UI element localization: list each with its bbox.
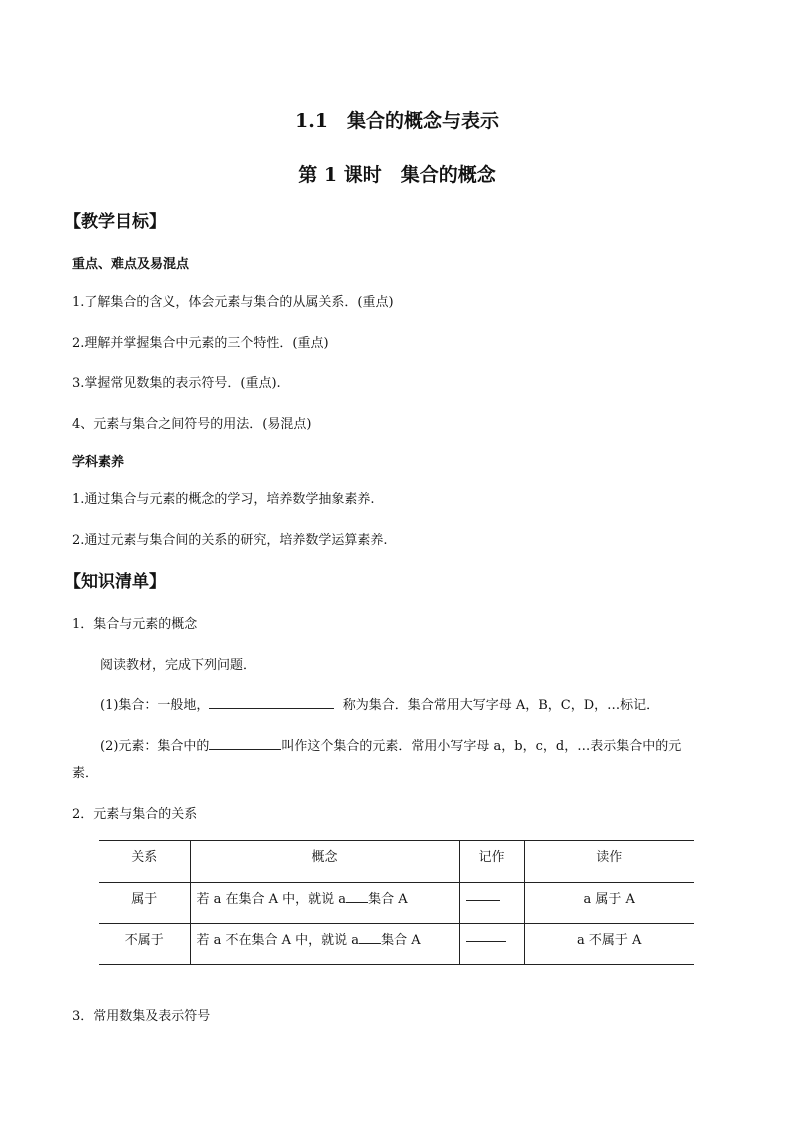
relation-section-title: 2．元素与集合的关系: [72, 807, 198, 822]
teaching-goals-header: 【教学目标】: [64, 212, 166, 232]
element-definition-suffix: 叫作这个集合的元素．常用小写字母 a，b，c，d，…表示集合中的元: [281, 739, 682, 754]
reading-instruction: 阅读教材，完成下列问题．: [100, 658, 257, 673]
concept-blank: [359, 930, 381, 944]
element-definition-wrap: 素．: [72, 766, 99, 781]
concept-blank: [346, 889, 368, 903]
knowledge-list-header: 【知识清单】: [64, 572, 166, 592]
concept-prefix: 若 a 不在集合 A 中，就说 a: [196, 933, 360, 948]
element-definition-prefix: (2)元素：集合中的: [100, 739, 210, 754]
concept-suffix: 集合 A: [368, 892, 408, 907]
concept-cell: [190, 924, 459, 965]
element-definition-blank: [209, 736, 281, 750]
literacy-item: 1.通过集合与元素的概念的学习，培养数学抽象素养.: [72, 492, 375, 507]
element-definition-line: [100, 735, 681, 754]
notation-cell: [459, 924, 524, 965]
notation-cell: [459, 883, 524, 924]
notation-blank: [466, 929, 506, 942]
page-title: 1.1 集合的概念与表示: [294, 110, 500, 132]
column-header: 记作: [459, 841, 524, 883]
key-point-item: 1.了解集合的含义，体会元素与集合的从属关系．(重点): [72, 295, 394, 310]
reading-cell: a 不属于 A: [524, 924, 694, 965]
key-point-item: 4、元素与集合之间符号的用法．(易混点): [72, 417, 312, 432]
set-definition-line: [100, 694, 659, 713]
table-row: [99, 883, 694, 924]
column-header: 读作: [524, 841, 694, 883]
relation-cell: 不属于: [99, 924, 190, 965]
literacy-item: 2.通过元素与集合间的关系的研究，培养数学运算素养.: [72, 533, 388, 548]
column-header: 关系: [99, 841, 190, 883]
table-header-row: [99, 841, 694, 883]
concept-cell: [190, 883, 459, 924]
set-definition-prefix: (1)集合：一般地，: [100, 698, 210, 713]
literacy-header: 学科素养: [72, 455, 125, 470]
relation-table: [99, 840, 694, 965]
number-sets-section-title: 3．常用数集及表示符号: [72, 1009, 211, 1024]
lesson-subtitle: 第 1 课时 集合的概念: [298, 164, 496, 186]
key-point-item: 2.理解并掌握集合中元素的三个特性．(重点): [72, 336, 329, 351]
concept-suffix: 集合 A: [381, 933, 421, 948]
set-definition-suffix: 称为集合．集合常用大写字母 A，B，C，D，…标记．: [342, 698, 660, 713]
reading-cell: a 属于 A: [524, 883, 694, 924]
concept-prefix: 若 a 在集合 A 中，就说 a: [196, 892, 347, 907]
column-header: 概念: [190, 841, 459, 883]
key-point-item: 3.掌握常见数集的表示符号．(重点).: [72, 376, 281, 391]
set-definition-blank: [209, 695, 334, 709]
key-points-header: 重点、难点及易混点: [72, 257, 190, 272]
table-row: [99, 924, 694, 965]
notation-blank: [466, 888, 500, 901]
relation-cell: 属于: [99, 883, 190, 924]
concept-section-title: 1．集合与元素的概念: [72, 617, 198, 632]
